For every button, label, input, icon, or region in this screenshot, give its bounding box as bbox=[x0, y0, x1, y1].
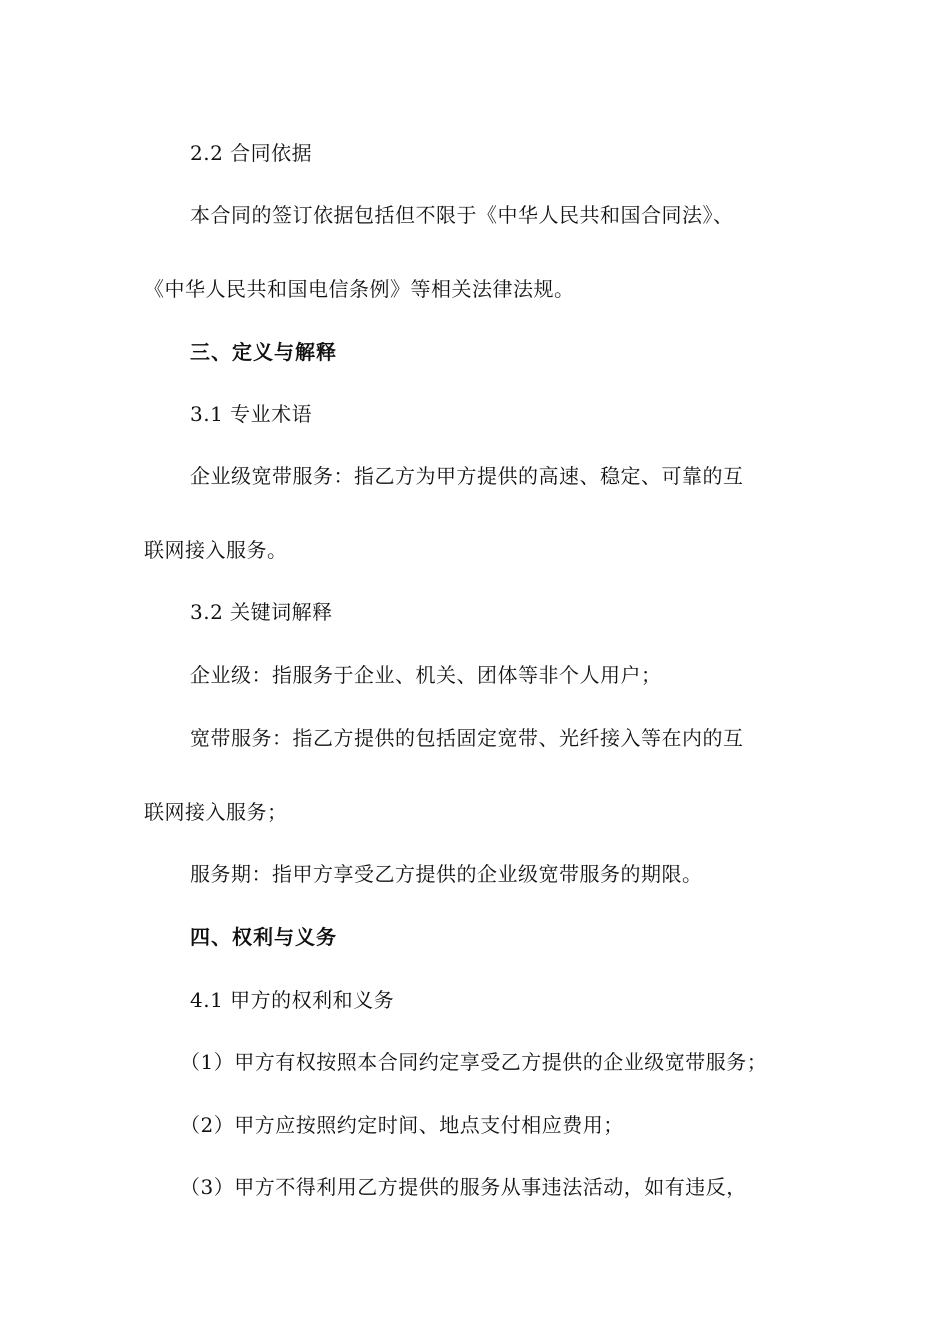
paragraph-line: 服务期：指甲方享受乙方提供的企业级宽带服务的期限。 bbox=[190, 862, 703, 886]
subsection-heading-3-2: 3.2 关键词解释 bbox=[190, 600, 333, 624]
paragraph-line: 企业级：指服务于企业、机关、团体等非个人用户； bbox=[190, 663, 662, 687]
paragraph-line: 联网接入服务。 bbox=[144, 538, 288, 562]
paragraph-line: 宽带服务：指乙方提供的包括固定宽带、光纤接入等在内的互 bbox=[190, 726, 744, 750]
subsection-heading-4-1: 4.1 甲方的权利和义务 bbox=[190, 988, 395, 1012]
list-item: （1）甲方有权按照本合同约定享受乙方提供的企业级宽带服务； bbox=[180, 1050, 768, 1074]
paragraph-line: 企业级宽带服务：指乙方为甲方提供的高速、稳定、可靠的互 bbox=[190, 464, 744, 488]
section-heading-4: 四、权利与义务 bbox=[190, 925, 337, 949]
paragraph-line: 本合同的签订依据包括但不限于《中华人民共和国合同法》、 bbox=[190, 203, 734, 227]
subsection-heading-2-2: 2.2 合同依据 bbox=[190, 141, 313, 165]
list-item: （3）甲方不得利用乙方提供的服务从事违法活动，如有违反， bbox=[180, 1175, 747, 1199]
section-heading-3: 三、定义与解释 bbox=[190, 340, 337, 364]
paragraph-line: 联网接入服务； bbox=[144, 800, 288, 824]
list-item: （2）甲方应按照约定时间、地点支付相应费用； bbox=[180, 1113, 624, 1137]
paragraph-line: 《中华人民共和国电信条例》等相关法律法规。 bbox=[144, 277, 575, 301]
subsection-heading-3-1: 3.1 专业术语 bbox=[190, 402, 313, 426]
